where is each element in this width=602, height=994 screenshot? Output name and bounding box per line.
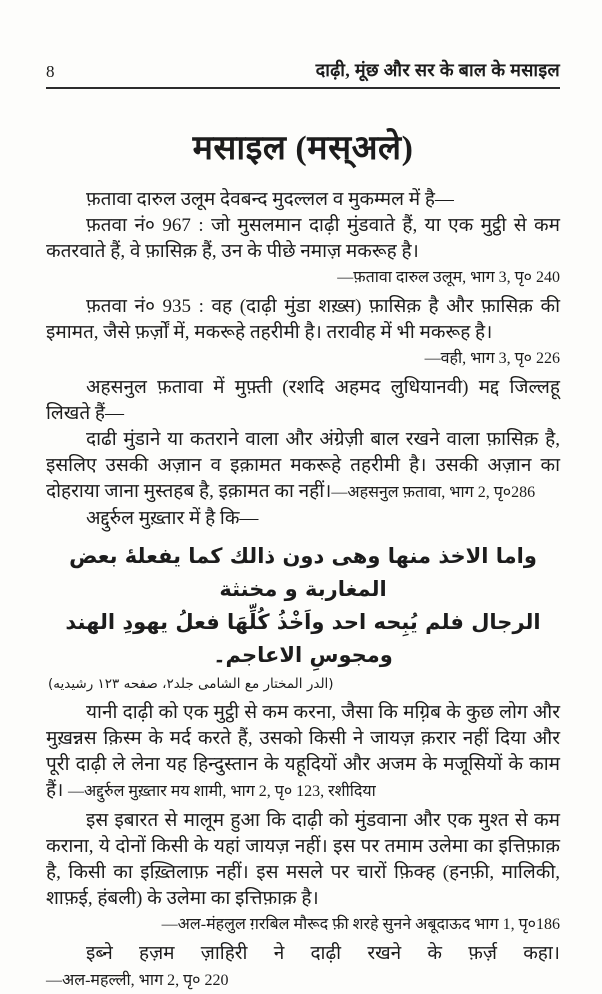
mufti-quote-text: दाढी मुंडाने या कतराने वाला और अंग्रेज़ी बाल रखने वाला फ़ासिक़ है, इसलिए उसकी अज़ान व इक़ामत मकरूहे तहरीमी है। उसकी अज़ान का दोहराया जाना मुस्तहब है, इक़ामत का नहीं। xyxy=(46,429,560,502)
paragraph-fatwa-967: फ़तवा नं० 967 : जो मुसलमान दाढ़ी मुंडवाते हैं, या एक मुट्ठी से कम कतरवाते हैं, वे फ़ासिक़ हैं, उन के पीछे नमाज़ मकरूह है। xyxy=(46,215,560,262)
page-header xyxy=(46,58,560,89)
citation-fatawa-darul-uloom: —फ़तावा दारुल उलूम, भाग 3, पृ० 240 xyxy=(337,269,560,286)
paragraph-mufti-intro: अहसनुल फ़तावा में मुफ़्ती (रशदि अहमद लुधियानवी) मद्द जिल्लहू लिखते हैं— xyxy=(46,377,560,424)
citation-ahsanul-fatawa: —अहसनुल फ़तावा, भाग 2, पृ०286 xyxy=(331,484,536,501)
arabic-quote-line-2: الرجال فلم يُبِحه احد واَخْذُ كُلِّهَا فعلُ يهودِ الهند ومجوسِ الاعاجم۔ xyxy=(65,610,541,667)
ibn-hazm-text: इब्ने हज़म ज़ाहिरी ने दाढ़ी रखने के फ़र्ज़ कहा। xyxy=(86,943,560,964)
paragraph-conclusion: इस इबारत से मालूम हुआ कि दाढ़ी को मुंडवाना और एक मुश्त से कम कराना, ये दोनों किसी के यहां जायज़ नहीं। इस पर तमाम उलेमा का इत्तिफ़ाक़ है, किसी का इख़्तिलाफ़ नहीं। इस मसले पर चारों फ़िक्ह (हनफ़ी, मालिकी, शाफ़ई, हंबली) के उलेमा का इत्तिफ़ाक़ है। xyxy=(46,810,560,909)
paragraph-translation xyxy=(46,700,560,805)
arabic-quote-line-1: واما الاخذ منها وهى دون ذالك كما يفعلهٔ بعض المغاربة و مخنثة xyxy=(69,544,537,601)
translation-text: यानी दाढ़ी को एक मुट्ठी से कम करना, जैसा कि मग़्रिब के कुछ लोग और मुख़न्नस क़िस्म के मर्द करते हैं, उसको किसी ने जायज़ क़रार नहीं दिया और पूरी दाढ़ी ले लेना यह हिन्दुस्तान के यहूदियों और अजम के मजूसियों के काम हैं। xyxy=(46,702,560,801)
running-title: दाढ़ी, मूंछ और सर के बाल के मसाइल xyxy=(315,60,560,80)
paragraph-mufti-quote xyxy=(46,427,560,506)
citation-al-manhal: —अल-मंहलुल ग़रबिल मौरूद फ़ी शरहे सुनने अबूदाऊद भाग 1, पृ०186 xyxy=(161,916,560,933)
paragraph-ibn-hazm xyxy=(46,941,560,994)
citation-same-source: —वही, भाग 3, पृ० 226 xyxy=(424,350,560,367)
arabic-quote xyxy=(50,540,556,672)
paragraph-intro: फ़तावा दारुल उलूम देवबन्द मुदल्लल व मुकम्मल में है— xyxy=(86,189,454,210)
arabic-citation: (الدر المختار مع الشامى جلد۲، صفحه ۱۲۳ رشيديه) xyxy=(48,676,334,692)
page-title: मसाइल (मस्अले) xyxy=(192,130,414,167)
citation-durr-mukhtar: —अद्दुर्रुल मुख़्तार मय शामी, भाग 2, पृ० 123, रशीदिया xyxy=(68,783,376,800)
citation-al-muhalla: —अल-महल्ली, भाग 2, पृ० 220 xyxy=(46,972,229,989)
paragraph-durr-intro: अद्दुर्रुल मुख़्तार में है कि— xyxy=(86,508,259,529)
paragraph-fatwa-935: फ़तवा नं० 935 : वह (दाढ़ी मुंडा शख़्स) फ़ासिक़ है और फ़ासिक़ की इमामत, जैसे फ़र्ज़ों में, मकरूहे तहरीमी है। तरावीह में भी मकरूह है। xyxy=(46,296,560,343)
page-number: 8 xyxy=(46,62,55,81)
